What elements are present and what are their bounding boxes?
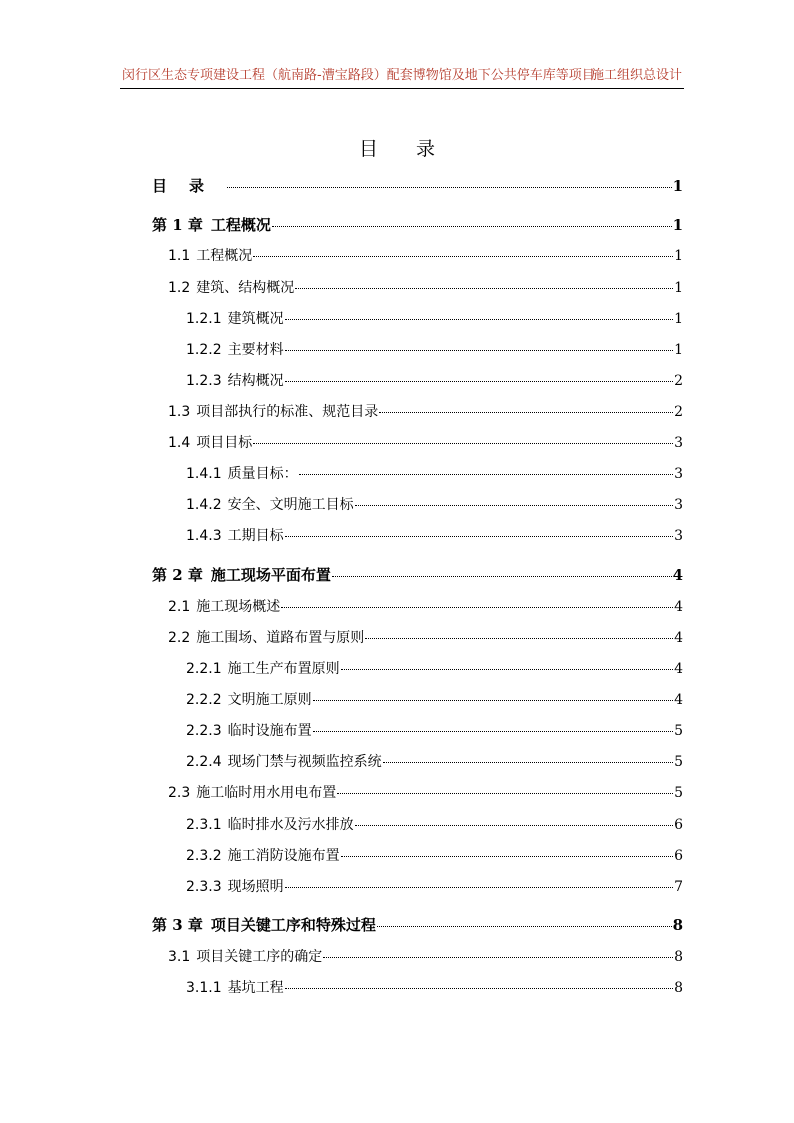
- toc-entry-label: [186, 845, 340, 865]
- toc-entry-number: 1.2.1: [186, 311, 222, 327]
- toc-entry-label: [168, 782, 336, 802]
- toc-entry-text: 文明施工原则: [227, 692, 312, 708]
- toc-entry[interactable]: [152, 564, 683, 585]
- toc-entry-page-number: 4: [672, 566, 683, 584]
- toc-entry-number: 3.1: [168, 949, 191, 965]
- toc-entry-label: [168, 432, 252, 452]
- toc-entry-text: 结构概况: [227, 373, 284, 389]
- toc-entry-number: 1.4.3: [186, 528, 222, 544]
- dot-leader: [227, 187, 672, 188]
- toc-entry-page-number: 3: [674, 435, 683, 451]
- toc-entry-page-number: 3: [674, 497, 683, 513]
- toc-entry-number: 2.2.1: [186, 661, 222, 677]
- toc-entry-label: [186, 876, 284, 896]
- toc-entry[interactable]: [186, 720, 683, 740]
- toc-entry-label: [168, 946, 322, 966]
- toc-entry-text: 目录: [152, 177, 227, 195]
- toc-entry[interactable]: [168, 596, 683, 616]
- toc-entry-number: 1.4: [168, 435, 191, 451]
- toc-entry-page-number: 1: [674, 342, 683, 358]
- toc-entry[interactable]: [186, 339, 683, 359]
- toc-entry[interactable]: [168, 277, 683, 297]
- toc-entry-page-number: 4: [674, 692, 683, 708]
- dot-leader: [383, 762, 673, 763]
- toc-entry-label: [186, 720, 312, 740]
- toc-entry-number: 2.1: [168, 599, 191, 615]
- toc-entry-page-number: 1: [674, 280, 683, 296]
- toc-entry-text: 工期目标: [227, 528, 284, 544]
- toc-entry-text: 现场门禁与视频监控系统: [227, 754, 382, 770]
- toc-entry-label: [186, 751, 382, 771]
- dot-leader: [355, 825, 673, 826]
- dot-leader: [295, 288, 673, 289]
- dot-leader: [341, 856, 673, 857]
- toc-entry-text: 项目关键工序的确定: [196, 949, 323, 965]
- toc-entry-page-number: 6: [674, 817, 683, 833]
- toc-entry-number: 1.4.2: [186, 497, 222, 513]
- dot-leader: [285, 350, 673, 351]
- toc-entry[interactable]: [186, 494, 683, 514]
- toc-entry-label: [168, 401, 378, 421]
- toc-entry-number: 2.2.3: [186, 723, 222, 739]
- dot-leader: [341, 669, 673, 670]
- toc-entry-text: 项目关键工序和特殊过程: [210, 916, 376, 934]
- toc-entry-page-number: 2: [674, 404, 683, 420]
- toc-entry[interactable]: [168, 782, 683, 802]
- toc-entry-number: 2.3.1: [186, 817, 222, 833]
- toc-entry-text: 施工临时用水用电布置: [196, 785, 337, 801]
- dot-leader: [285, 381, 673, 382]
- toc-entry-text: 临时设施布置: [227, 723, 312, 739]
- toc-entry-label: [168, 277, 294, 297]
- toc-entry-page-number: 5: [674, 785, 683, 801]
- dot-leader: [337, 793, 673, 794]
- toc-entry-page-number: 5: [674, 723, 683, 739]
- toc-entry-page-number: 1: [672, 177, 683, 195]
- toc-entry-text: 基坑工程: [227, 980, 284, 996]
- toc-entry-label: [186, 463, 298, 483]
- toc-entry-text: 现场照明: [227, 879, 284, 895]
- dot-leader: [313, 700, 673, 701]
- toc-entry-page-number: 1: [674, 311, 683, 327]
- toc-entry-number: 2.2: [168, 630, 191, 646]
- toc-entry-text: 工程概况: [210, 216, 271, 234]
- toc-entry[interactable]: [186, 370, 683, 390]
- toc-entry-number: 2.2.2: [186, 692, 222, 708]
- toc-entry-number: 1.2.3: [186, 373, 222, 389]
- toc-entry[interactable]: [168, 245, 683, 265]
- toc-entry-page-number: 4: [674, 661, 683, 677]
- toc-entry[interactable]: [168, 946, 683, 966]
- toc-entry-label: [152, 175, 226, 196]
- toc-entry-label: [186, 308, 284, 328]
- toc-entry[interactable]: [186, 977, 683, 997]
- dot-leader: [323, 957, 673, 958]
- header-document-type: 施工组织总设计: [590, 68, 682, 83]
- toc-entry-page-number: 3: [674, 528, 683, 544]
- toc-entry-number: 第 3 章: [152, 916, 203, 934]
- toc-entry-text: 施工现场概述: [196, 599, 281, 615]
- dot-leader: [285, 988, 673, 989]
- toc-entry-number: 1.2.2: [186, 342, 222, 358]
- dot-leader: [281, 607, 673, 608]
- toc-entry[interactable]: [168, 401, 683, 421]
- toc-entry-label: [186, 494, 354, 514]
- toc-entry-text: 工程概况: [196, 248, 253, 264]
- toc-entry[interactable]: [186, 689, 683, 709]
- toc-entry-page-number: 6: [674, 848, 683, 864]
- toc-entry[interactable]: [186, 876, 683, 896]
- dot-leader: [379, 412, 673, 413]
- toc-entry-number: 1.1: [168, 248, 191, 264]
- toc-entry-label: [168, 596, 280, 616]
- dot-leader: [285, 319, 673, 320]
- toc-entry-page-number: 4: [674, 599, 683, 615]
- toc-entry[interactable]: [168, 432, 683, 452]
- toc-entry-label: [186, 814, 354, 834]
- toc-entry[interactable]: [186, 814, 683, 834]
- toc-entry-text: 项目目标: [196, 435, 253, 451]
- dot-leader: [299, 474, 673, 475]
- dot-leader: [285, 536, 673, 537]
- toc-entry-number: 第 2 章: [152, 566, 203, 584]
- toc-entry-page-number: 7: [674, 879, 683, 895]
- toc-entry-page-number: 4: [674, 630, 683, 646]
- dot-leader: [272, 226, 672, 227]
- toc-entry-label: [186, 525, 284, 545]
- toc-entry-number: 1.3: [168, 404, 191, 420]
- toc-entry-label: [186, 977, 284, 997]
- toc-entry-page-number: 1: [672, 216, 683, 234]
- toc-entry[interactable]: [186, 463, 683, 483]
- toc-entry-text: 施工围场、道路布置与原则: [196, 630, 365, 646]
- toc-entry-label: [152, 564, 331, 585]
- dot-leader: [332, 576, 672, 577]
- toc-entry[interactable]: [152, 214, 683, 235]
- toc-entry-page-number: 8: [674, 949, 683, 965]
- toc-entry[interactable]: [168, 627, 683, 647]
- toc-entry[interactable]: [186, 525, 683, 545]
- toc-entry[interactable]: [152, 914, 683, 935]
- toc-entry-number: 2.3.3: [186, 879, 222, 895]
- toc-entry-page-number: 2: [674, 373, 683, 389]
- toc-entry-label: [186, 658, 340, 678]
- toc-entry-text: 项目部执行的标准、规范目录: [196, 404, 379, 420]
- toc-entry-text: 建筑概况: [227, 311, 284, 327]
- dot-leader: [377, 926, 672, 927]
- toc-entry-number: 1.2: [168, 280, 191, 296]
- toc-entry-number: 2.2.4: [186, 754, 222, 770]
- toc-entry-label: [152, 914, 376, 935]
- toc-entry-page-number: 5: [674, 754, 683, 770]
- toc-entry-page-number: 1: [674, 248, 683, 264]
- toc-title: 目录: [358, 138, 473, 160]
- toc-entry-text: 建筑、结构概况: [196, 280, 295, 296]
- header-project-title: 闵行区生态专项建设工程（航南路-漕宝路段）配套博物馆及地下公共停车库等项目: [122, 68, 595, 83]
- toc-entry-label: [186, 370, 284, 390]
- toc-entry-number: 第 1 章: [152, 216, 203, 234]
- toc-entry-page-number: 8: [674, 980, 683, 996]
- dot-leader: [285, 887, 673, 888]
- toc-entry-text: 质量目标：: [227, 466, 298, 482]
- toc-entry-text: 主要材料: [227, 342, 284, 358]
- dot-leader: [253, 256, 673, 257]
- toc-entry-label: [186, 339, 284, 359]
- toc-entry-text: 临时排水及污水排放: [227, 817, 354, 833]
- toc-entry-label: [152, 214, 271, 235]
- toc-entry-number: 2.3.2: [186, 848, 222, 864]
- toc-entry-page-number: 3: [674, 466, 683, 482]
- toc-entry-text: 施工现场平面布置: [210, 566, 331, 584]
- toc-entry[interactable]: [152, 175, 683, 196]
- dot-leader: [313, 731, 673, 732]
- toc-entry-number: 3.1.1: [186, 980, 222, 996]
- dot-leader: [365, 638, 673, 639]
- dot-leader: [355, 505, 673, 506]
- toc-entry-text: 施工生产布置原则: [227, 661, 340, 677]
- toc-entry-label: [186, 689, 312, 709]
- toc-entry-label: [168, 627, 364, 647]
- dot-leader: [253, 443, 673, 444]
- toc-entry-number: 2.3: [168, 785, 191, 801]
- toc-entry-text: 施工消防设施布置: [227, 848, 340, 864]
- toc-entry[interactable]: [186, 845, 683, 865]
- toc-entry[interactable]: [186, 658, 683, 678]
- toc-entry[interactable]: [186, 751, 683, 771]
- toc-entry-number: 1.4.1: [186, 466, 222, 482]
- toc-entry-text: 安全、文明施工目标: [227, 497, 354, 513]
- toc-entry[interactable]: [186, 308, 683, 328]
- toc-entry-label: [168, 245, 252, 265]
- toc-entry-page-number: 8: [672, 916, 683, 934]
